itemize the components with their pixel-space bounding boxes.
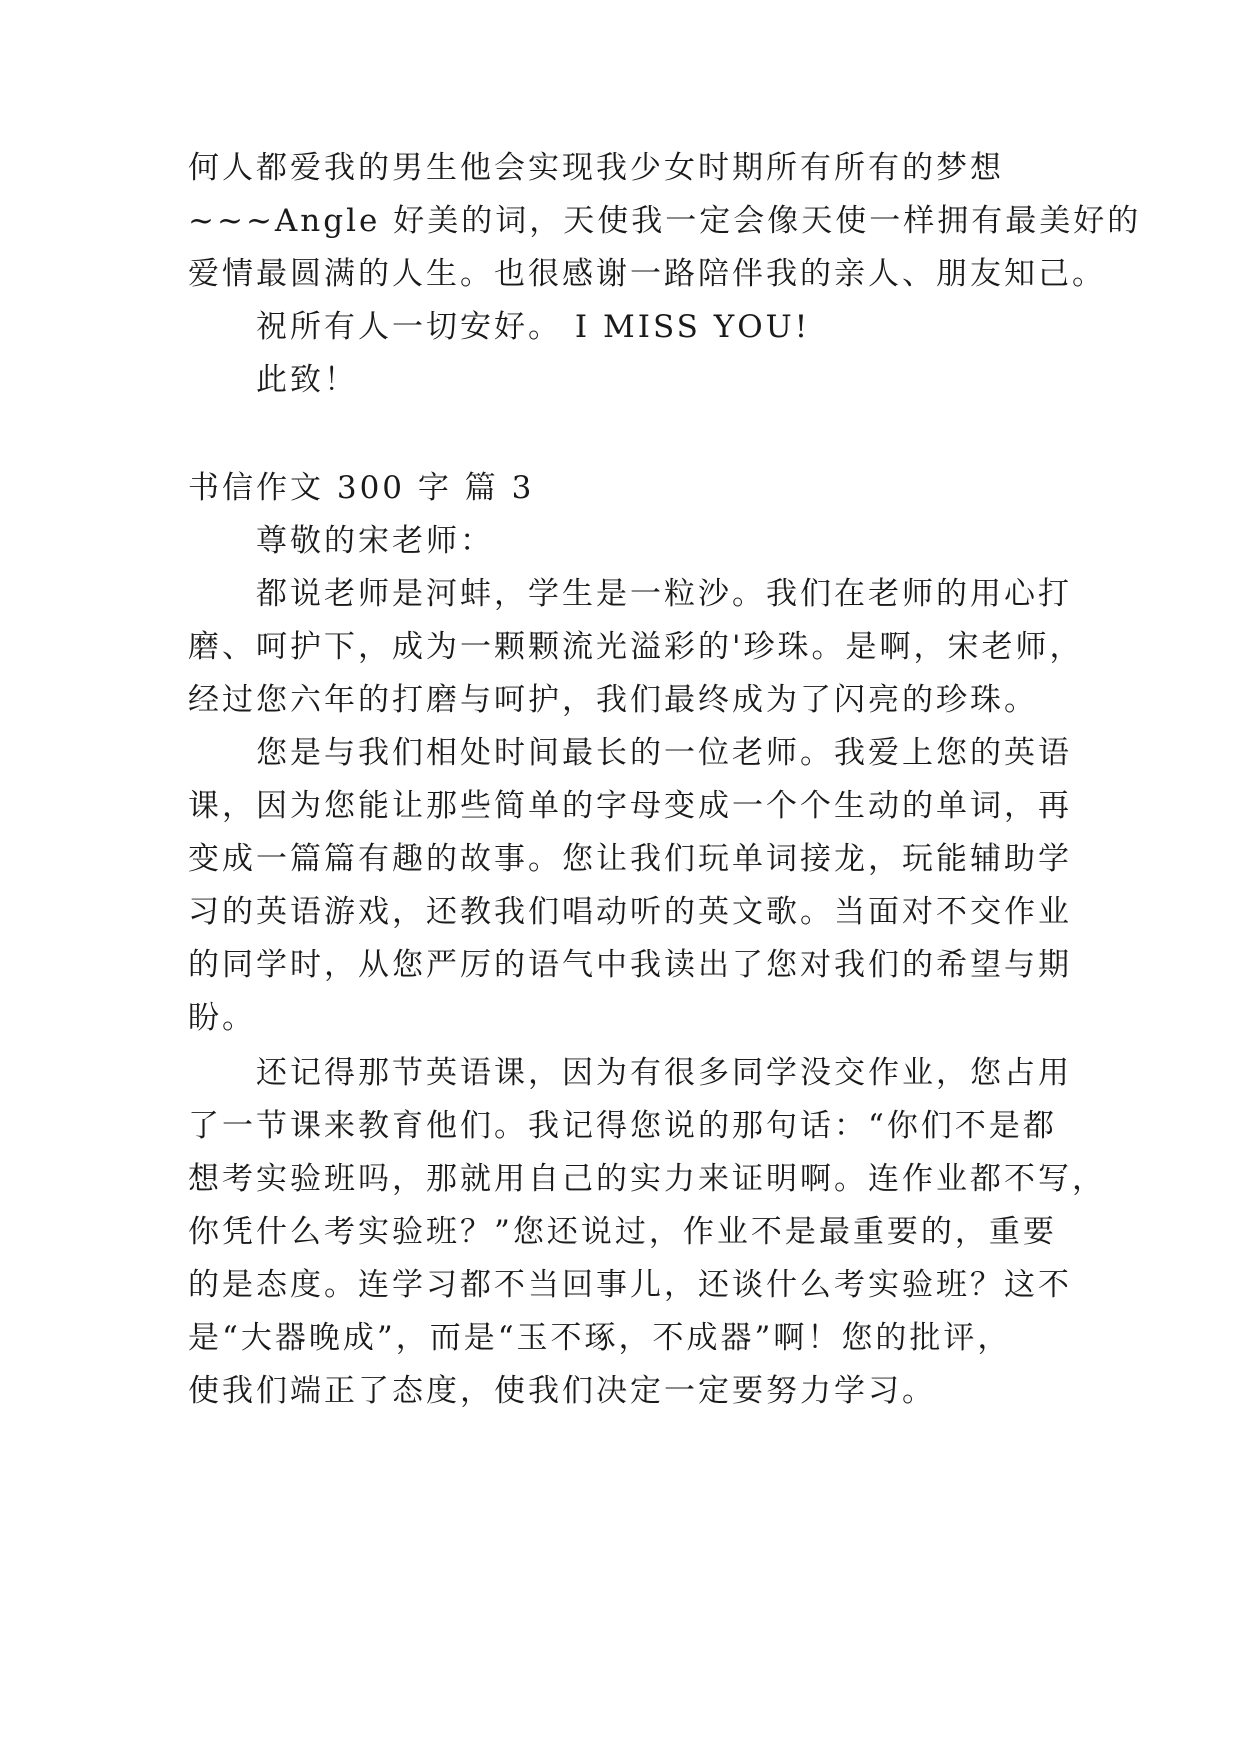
text-line: 课，因为您能让那些简单的字母变成一个个生动的单词，再 — [188, 788, 1072, 824]
text-line: 爱情最圆满的人生。也很感谢一路陪伴我的亲人、朋友知己。 — [188, 256, 1106, 292]
text-line: 盼。 — [188, 1000, 256, 1036]
text-line: 习的英语游戏，还教我们唱动听的英文歌。当面对不交作业 — [188, 894, 1072, 930]
wish-line: 祝所有人一切安好。 I MISS YOU! — [256, 309, 811, 345]
closing-line: 此致！ — [256, 362, 358, 398]
salutation: 尊敬的宋老师： — [256, 523, 494, 559]
text-line: 磨、呵护下，成为一颗颗流光溢彩的'珍珠。是啊，宋老师， — [188, 629, 1084, 665]
text-line: 是“大器晚成”，而是“玉不琢，不成器”啊！您的批评， — [188, 1320, 1012, 1356]
text-line: 使我们端正了态度，使我们决定一定要努力学习。 — [188, 1373, 936, 1409]
text-line: 的同学时，从您严厉的语气中我读出了您对我们的希望与期 — [188, 947, 1072, 983]
text-line: 都说老师是河蚌，学生是一粒沙。我们在老师的用心打 — [256, 576, 1072, 612]
text-line: 您是与我们相处时间最长的一位老师。我爱上您的英语 — [256, 735, 1072, 771]
text-line: 变成一篇篇有趣的故事。您让我们玩单词接龙，玩能辅助学 — [188, 841, 1072, 877]
text-line: 还记得那节英语课，因为有很多同学没交作业，您占用 — [256, 1055, 1072, 1091]
text-line: 何人都爱我的男生他会实现我少女时期所有所有的梦想 — [188, 150, 1004, 186]
text-line: 的是态度。连学习都不当回事儿，还谈什么考实验班？这不 — [188, 1267, 1072, 1303]
text-line: 经过您六年的打磨与呵护，我们最终成为了闪亮的珍珠。 — [188, 682, 1038, 718]
section-heading: 书信作文 300 字 篇 3 — [188, 470, 535, 506]
text-line: ~~~Angle 好美的词，天使我一定会像天使一样拥有最美好的 — [188, 203, 1142, 239]
text-line: 了一节课来教育他们。我记得您说的那句话：“你们不是都 — [188, 1108, 1057, 1144]
text-line: 想考实验班吗，那就用自己的实力来证明啊。连作业都不写， — [188, 1161, 1106, 1197]
text-line: 你凭什么考实验班？”您还说过，作业不是最重要的，重要 — [188, 1214, 1057, 1250]
